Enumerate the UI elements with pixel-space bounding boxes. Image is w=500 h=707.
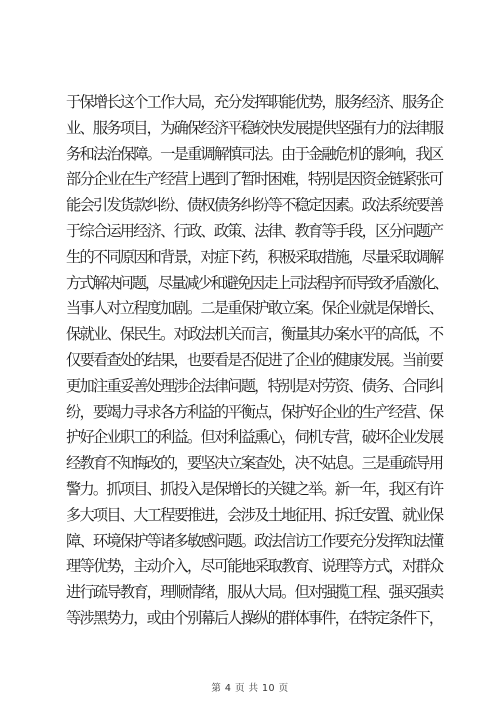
body-text	[66, 90, 447, 632]
page-number-footer: 第 4 页 共 10 页	[211, 683, 289, 694]
text-line: 障、环境保护等诸多敏感问题。政法信访工作要充分发挥知法懂	[66, 531, 443, 550]
text-line: 保就业、保民生。对政法机关而言，衡量其办案水平的高低，不	[66, 325, 443, 344]
text-line: 纷，要竭力寻求各方利益的平衡点，保护好企业的生产经营、保	[66, 402, 443, 421]
text-line: 能会引发货款纠纷、债权债务纠纷等不稳定因素。政法系统要善	[66, 196, 443, 215]
text-line: 仅要看查处的结果，也要看是否促进了企业的健康发展。当前要	[66, 350, 443, 369]
text-line: 于保增长这个工作大局，充分发挥职能优势，服务经济、服务企	[66, 93, 443, 111]
text-line: 经教育不知悔改的，要坚决立案查处，决不姑息。三是重疏导用	[66, 454, 443, 473]
text-line: 警力。抓项目、抓投入是保增长的关键之举。新一年，我区有许	[66, 479, 443, 498]
text-line: 理等优势，主动介入，尽可能地采取教育、说理等方式，对群众	[66, 557, 443, 576]
text-line: 护好企业职工的利益。但对利益熏心，伺机专营，破坏企业发展	[66, 428, 443, 447]
text-line: 方式解决问题，尽量减少和避免因走上司法程序而导致矛盾激化、	[66, 273, 447, 292]
text-line: 业、服务项目，为确保经济平稳较快发展提供坚强有力的法律服	[66, 118, 443, 137]
text-line: 等涉黑势力，或由个别幕后人操纵的群体事件，在特定条件下，	[66, 608, 443, 627]
text-line: 部分企业在生产经营上遇到了暂时困难，特别是因资金链紧张可	[66, 170, 443, 189]
text-line: 更加注重妥善处理涉企法律问题，特别是对劳资、债务、合同纠	[66, 376, 443, 395]
text-line: 进行疏导教育，理顺情绪，服从大局。但对强揽工程、强买强卖	[66, 583, 443, 602]
text-line: 于综合运用经济、行政、政策、法律、教育等手段，区分问题产	[66, 221, 443, 240]
text-line: 当事人对立程度加剧。二是重保护敢立案。保企业就是保增长、	[66, 299, 443, 318]
text-line: 务和法治保障。一是重调解慎司法。由于金融危机的影响，我区	[66, 144, 443, 163]
text-line: 多大项目、大工程要推进，会涉及土地征用、拆迁安置、就业保	[66, 505, 443, 524]
text-line: 生的不同原因和背景，对症下药，积极采取措施，尽量采取调解	[66, 247, 443, 266]
